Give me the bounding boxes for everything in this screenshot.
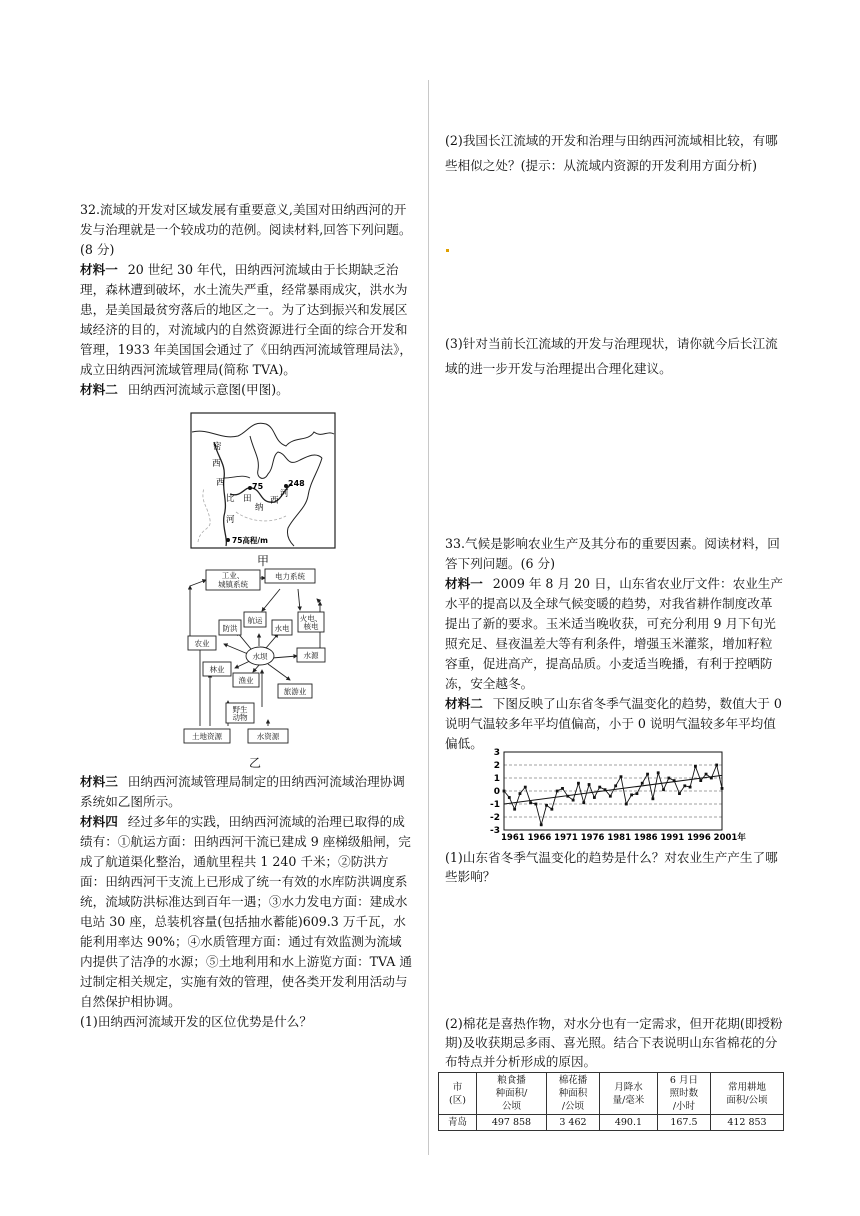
x-tick-label: 1976 [580,833,605,843]
node-tourism: 旅游业 [283,687,307,696]
material-text: 田纳西河流域示意图(甲图)。 [127,382,289,397]
series-line [504,765,722,825]
data-point [508,796,511,799]
node-hydro: 水电 [274,624,290,633]
node-fishery: 渔业 [238,676,254,685]
material-label: 材料一 [80,262,118,277]
data-point [646,773,649,776]
data-point [694,765,697,768]
data-point [593,796,596,799]
material-text: 下图反映了山东省冬季气温变化的趋势，数值大于 0 说明气温较多年平均值偏高，小于 0 说明气温较多年平均值偏低。 [445,696,782,751]
tennessee-map [190,412,336,550]
table-cell: 497 858 [476,1115,546,1131]
data-point [524,786,527,789]
table-header-cell: 月降水 量/毫米 [599,1073,657,1115]
figure-caption: 甲 [256,554,269,568]
data-point [550,808,553,811]
data-point [715,764,718,767]
map-legend: 75高程/m [232,536,268,545]
data-point [556,790,559,793]
q32-material-2 [80,380,413,400]
diagram-canvas [180,566,330,752]
y-tick-label: -1 [490,800,500,810]
x-tick-label: 1981 [607,833,632,843]
data-point [535,803,538,806]
elevation-label: 248 [288,479,305,488]
y-tick-label: -3 [490,826,500,836]
q33-sub-2 [445,1014,785,1071]
table-header-cell: 市 (区) [439,1073,477,1115]
data-point [683,784,686,787]
data-point [689,786,692,789]
mark-dot [446,249,449,252]
data-point [662,788,665,791]
x-tick-label: 1986 [633,833,658,843]
temperature-anomaly-chart [478,746,748,846]
data-point [588,783,591,786]
node-industry: 城镇系统 [218,580,248,589]
node-land: 土地资源 [192,732,222,741]
node-wildlife-line1: 野生 [232,705,248,714]
node-thermal-line2: 核电 [303,622,319,631]
question-text: (1)山东省冬季气温变化的趋势是什么？对农业生产产生了哪些影响？ [445,850,778,884]
data-point [673,779,676,782]
map-label: 西 [216,478,225,488]
q32-material-4 [80,812,413,1012]
x-tick-label: 1966 [527,833,552,843]
data-point [566,795,569,798]
x-tick-label: 1996 [687,833,711,843]
x-tick-label: 1971 [554,833,578,843]
data-point [609,795,612,798]
map-label: 田 [243,494,252,504]
material-label: 材料四 [80,814,118,829]
node-water-source: 水源 [303,651,319,660]
map-label: 西 [270,496,279,506]
q33-intro: 33.气候是影响农业生产及其分布的重要因素。阅读材料，回答下列问题。(6 分) [445,536,780,571]
data-point [513,808,516,811]
x-tick-label: 2001年 [713,833,746,843]
q32-sub-3 [445,331,785,381]
data-point [529,801,532,804]
data-point [572,799,575,802]
data-point [641,782,644,785]
question-33 [445,534,785,754]
node-industry-line1: 工业、 [221,571,245,580]
table-row [439,1115,784,1131]
question-text: (2)我国长江流域的开发和治理与田纳西河流域相比较，有哪些相似之处？(提示：从流域内资源的开发利用方面分析) [445,133,778,173]
table-header-cell: 常用耕地 面积/公顷 [710,1073,783,1115]
column-divider [428,80,429,1155]
material-label: 材料二 [445,696,483,711]
question-32 [80,200,413,400]
node-forest: 林业 [209,665,225,674]
data-point [705,773,708,776]
table-header-cell: 粮食播 种面积/ 公顷 [476,1073,546,1115]
material-text: 经过多年的实践，田纳西河流域的治理已取得的成绩有：①航运方面：田纳西河干流已建成 9 座梯级船闸，完成了航道渠化整治，通航里程共 1 240 千米；②防洪方面：田纳西河干支流上已形成了统一有效的水库防洪调度系统，流域防洪标准达到百年一遇；③水力发电方面：建成水电站 30 座，总装机容量(包括抽水蓄能)609.3 万千瓦，水能利用率达 90%；④水质管理方面：通过有效监测为流域内提供了洁净的水源；⑤土地利用和水上游览方面：TVA 通过制定相关规定，实施有效的管理，使各类开发利用活动与自然保护相协调。 [80,814,412,1009]
material-label: 材料二 [80,382,118,397]
node-water-res: 水资源 [256,732,280,741]
table-header-row [439,1073,784,1115]
map-label: 河 [226,515,235,525]
q32-intro: 32.流域的开发对区域发展有重要意义,美国对田纳西河的开发与治理就是一个较成功的范例。阅读材料,回答下列问题。(8 分) [80,202,412,257]
material-text: 2009 年 8 月 20 日，山东省农业厅文件：农业生产水平的提高以及全球气候变暖的趋势，对我省耕作制度改革提出了新的要求。玉米适当晚收获，可充分利用 9 月下旬光照充足、昼夜温差大等有利条件，增强玉米灌浆，增加籽粒容重，促进高产，提高品质。小麦适当晚播，有利于控晒防冻，安全越冬。 [445,576,783,691]
data-point [577,782,580,785]
material-text: 20 世纪 30 年代，田纳西河流域由于长期缺乏治理，森林遭到破坏，水土流失严重，经常暴雨成灾，洪水为患，是美国最贫穷落后的地区之一。为了达到振兴和发展区域经济的目的，对流域内的自然资源进行全面的综合开发和管理，1933 年美国国会通过了《田纳西河流域管理局法》，成立田纳西河流域管理局(简称 TVA)。 [80,262,413,377]
data-point [657,771,660,774]
node-dam: 水坝 [252,652,268,661]
material-label: 材料三 [80,774,118,789]
data-point [540,823,543,826]
node-wildlife-line2: 动物 [232,713,248,722]
material-text: 田纳西河流域管理局制定的田纳西河流域治理协调系统如乙图所示。 [80,774,405,809]
cotton-table [438,1072,784,1131]
table-cell: 490.1 [599,1115,657,1131]
map-label: 纳 [255,503,264,513]
material-label: 材料一 [445,576,483,591]
y-tick-label: 0 [493,787,500,797]
q32-material-3 [80,772,413,812]
data-point [636,792,639,795]
data-point [699,779,702,782]
figure-caption: 乙 [248,756,261,770]
node-agri: 农业 [194,639,210,648]
map-label: 比 [226,494,235,504]
data-point [561,787,564,790]
data-point [630,794,633,797]
data-point [667,777,670,780]
data-point [582,801,585,804]
node-flood: 防洪 [222,624,238,633]
data-point [710,777,713,780]
y-tick-label: 3 [493,748,500,758]
node-power: 电力系统 [275,572,305,581]
map-label: 密 [213,442,222,452]
q33-material-2 [445,694,785,754]
map-figure [190,412,336,568]
table-cell: 167.5 [657,1115,710,1131]
coordination-diagram [180,566,330,770]
data-point [678,792,681,795]
q32-sub-1: (1)田纳西河流域开发的区位优势是什么？ [80,1014,312,1029]
table-header-cell: 6 月日 照时数 /小时 [657,1073,710,1115]
data-point [604,788,607,791]
data-point [545,804,548,807]
q32-material-1 [80,260,413,380]
q33-sub-1 [445,848,785,886]
q32-sub-2 [445,128,785,178]
table-cell: 412 853 [710,1115,783,1131]
data-point [651,797,654,800]
table-cell: 青岛 [439,1115,477,1131]
x-tick-label: 1961 [501,833,525,843]
node-thermal-line1: 火电、 [299,614,323,623]
table-header-cell: 棉花播 种面积 /公顷 [546,1073,599,1115]
map-label: 西 [212,459,221,469]
y-tick-label: 1 [493,774,500,784]
question-text: (3)针对当前长江流域的开发与治理现状，请你就今后长江流域的进一步开发与治理提出合理化建议。 [445,336,778,376]
data-point [620,775,623,778]
table-cell: 3 462 [546,1115,599,1131]
data-point [625,803,628,806]
question-32-continued [80,772,413,1032]
question-text: (2)棉花是喜热作物，对水分也有一定需求，但开花期(即授粉期)及收获期忌多雨、喜光照。结合下表说明山东省棉花的分布特点并分析形成的原因。 [445,1016,783,1069]
q33-material-1 [445,574,785,694]
elevation-label: 75 [252,482,264,491]
data-point [519,792,522,795]
y-tick-label: -2 [490,813,500,823]
data-point [598,786,601,789]
map-label: 河 [280,489,289,499]
x-tick-label: 1991 [660,833,685,843]
trend-line [504,775,722,804]
data-point [614,784,617,787]
y-tick-label: 2 [493,761,500,771]
node-shipping: 航运 [247,616,263,625]
